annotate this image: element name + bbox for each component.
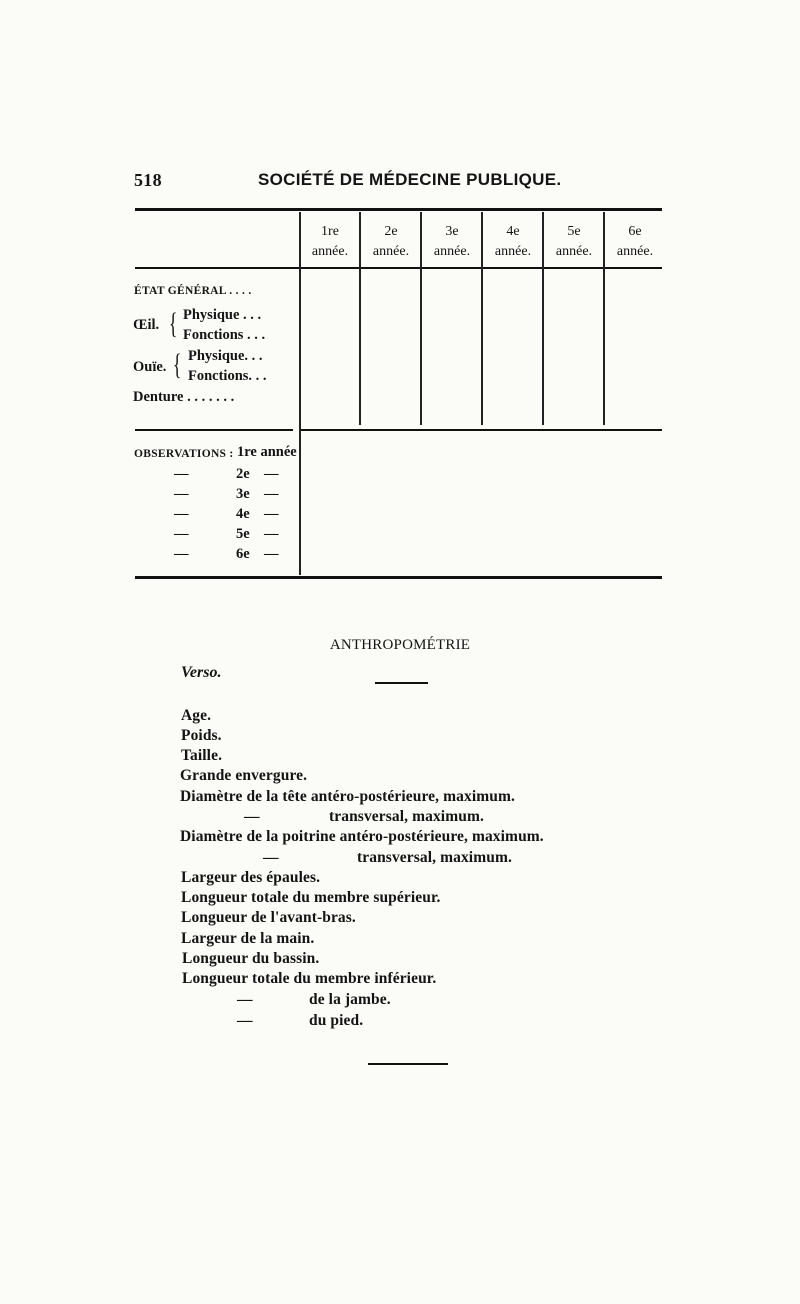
column-header-year-4 <box>483 222 543 262</box>
observations-dash: — <box>174 466 189 482</box>
measurement-item: Longueur totale du membre inférieur. <box>182 970 437 987</box>
column-label: année. <box>372 244 410 259</box>
measurement-item: Taille. <box>181 747 223 764</box>
column-ordinal: 4e <box>506 224 520 239</box>
row-label-oeil-fonctions: Fonctions . . . <box>183 327 266 343</box>
measurement-item: Longueur totale du membre supérieur. <box>181 889 441 906</box>
observations-dash: — <box>264 526 279 542</box>
observations-label: OBSERVATIONS : <box>134 448 234 460</box>
measurement-item: Age. <box>181 707 212 724</box>
measurement-item: Poids. <box>181 727 222 744</box>
row-label-ouie-physique: Physique. . . <box>188 348 263 364</box>
column-label: année. <box>555 244 593 259</box>
table-bottom-rule <box>135 576 662 579</box>
column-header-year-2 <box>361 222 421 262</box>
closing-rule <box>368 1063 448 1065</box>
observations-year-2: 2e <box>236 466 250 482</box>
table-mid-rule-left <box>135 429 293 431</box>
measurement-item: Longueur du bassin. <box>182 950 320 967</box>
observations-dash: — <box>264 486 279 502</box>
observations-dash: — <box>174 526 189 542</box>
measurement-dash: — <box>237 991 253 1008</box>
measurement-dash: — <box>244 808 260 825</box>
column-ordinal: 2e <box>384 224 398 239</box>
row-label-denture: Denture . . . . . . . <box>133 389 235 405</box>
table-top-rule <box>135 208 662 211</box>
table-header-rule <box>135 267 662 269</box>
observations-year-3: 3e <box>236 486 250 502</box>
column-ordinal: 6e <box>628 224 642 239</box>
row-label-etat-general: ÉTAT GÉNÉRAL . . . . <box>134 285 252 297</box>
observations-dash: — <box>174 486 189 502</box>
observations-year-1: 1re année <box>237 444 297 460</box>
observations-dash: — <box>264 546 279 562</box>
measurement-item: transversal, maximum. <box>329 808 484 825</box>
measurement-item: Largeur des épaules. <box>181 869 321 886</box>
measurement-item: transversal, maximum. <box>357 849 512 866</box>
column-ordinal: 1re <box>321 224 339 239</box>
row-label-oeil-physique: Physique . . . <box>183 307 262 323</box>
measurement-item: Grande envergure. <box>180 767 308 784</box>
column-label: année. <box>433 244 471 259</box>
measurement-dash: — <box>263 849 279 866</box>
observations-year-4: 4e <box>236 506 250 522</box>
observations-year-5: 5e <box>236 526 250 542</box>
section-title-anthropometrie: ANTHROPOMÉTRIE <box>329 637 471 653</box>
row-label-ouie: Ouïe. <box>133 359 167 375</box>
verso-label: Verso. <box>181 664 222 681</box>
observations-dash: — <box>174 506 189 522</box>
column-label: année. <box>311 244 349 259</box>
column-header-year-5 <box>544 222 604 262</box>
measurement-item: Longueur de l'avant-bras. <box>181 909 356 926</box>
measurement-item: du pied. <box>309 1012 364 1029</box>
column-ordinal: 3e <box>445 224 459 239</box>
column-header-year-1 <box>300 222 360 262</box>
measurement-dash: — <box>237 1012 253 1029</box>
column-label: année. <box>494 244 532 259</box>
table-label-divider <box>299 212 301 575</box>
column-label: année. <box>616 244 654 259</box>
measurement-item: de la jambe. <box>309 991 391 1008</box>
observations-dash: — <box>264 466 279 482</box>
observations-dash: — <box>174 546 189 562</box>
brace-oeil: { <box>168 307 178 340</box>
column-ordinal: 5e <box>567 224 581 239</box>
page-number: 518 <box>134 170 162 190</box>
running-title: SOCIÉTÉ DE MÉDECINE PUBLIQUE. <box>258 170 562 189</box>
column-header-year-6 <box>605 222 665 262</box>
measurement-item: Diamètre de la poitrine antéro-postérieure, maximum. <box>180 828 544 845</box>
measurement-item: Diamètre de la tête antéro-postérieure, maximum. <box>180 788 515 805</box>
measurement-item: Largeur de la main. <box>181 930 315 947</box>
observations-dash: — <box>264 506 279 522</box>
section-rule <box>375 682 428 684</box>
brace-ouie: { <box>172 348 182 381</box>
observations-year-6: 6e <box>236 546 250 562</box>
table-mid-rule-right <box>301 429 662 431</box>
row-label-oeil: Œil. <box>133 317 160 333</box>
row-label-ouie-fonctions: Fonctions. . . <box>188 368 267 384</box>
column-header-year-3 <box>422 222 482 262</box>
